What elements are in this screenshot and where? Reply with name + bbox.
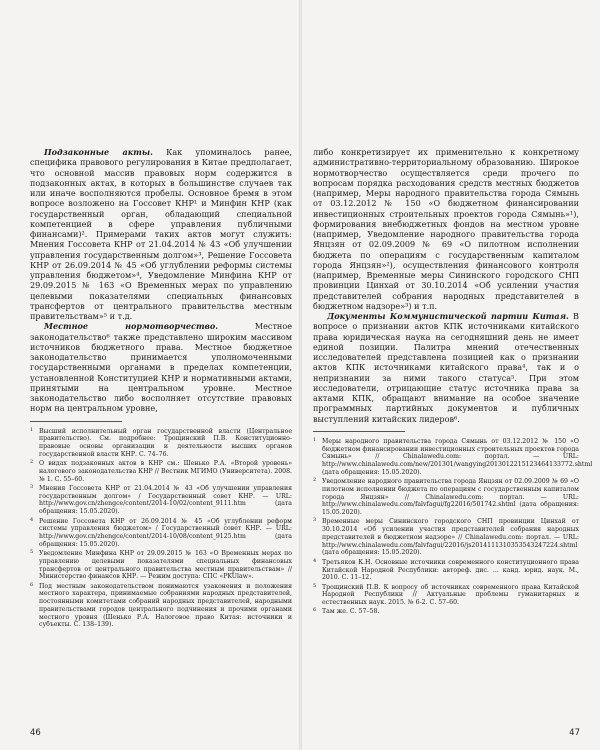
footnote	[30, 518, 292, 549]
footnote-number: 6	[30, 581, 34, 588]
footnote-divider	[30, 421, 122, 422]
heading-bylaws: Подзаконные акты.	[44, 147, 153, 157]
footnote	[30, 485, 292, 516]
footnote	[313, 584, 579, 607]
footnote-text: О видах подзаконных актов в КНР см.: Шенько Р.А. «Второй уровень» налогового законодательства КНР // Вестник МГИМО (Университета). 2008. № 1. С. 55–60.	[39, 460, 292, 483]
page-number: 46	[30, 728, 41, 738]
paragraph-local-lawmaking	[30, 321, 292, 413]
footnote	[30, 550, 292, 581]
left-body-text	[30, 147, 292, 414]
footnote-text: Уведомление Минфина КНР от 29.09.2015 № 163 «О Временных мерах по управлению целевыми показателями специальных финансовых трансфертов от центрального правительства местным правительствам» // Министерство финансов КНР. — Режим доступа: СПС «PKUlaw».	[39, 550, 292, 581]
footnote-text: Под местным законодательством понимаются узаконения и положения местного характера, принимаемые собраниями народных представителей, постоянными комитетами собраний народных представителей, народными правительствами городов центрального подчинения и прочими органами местного уровня (Шенько Р.А. Налоговое право Китая: источники и субъекты. С. 138–139).	[39, 582, 292, 629]
left-body-column	[30, 147, 292, 631]
footnote-number: 2	[30, 459, 34, 466]
page-number: 47	[569, 728, 580, 738]
footnote-text: Высший исполнительный орган государственной власти (Центральное правительство). См. подробнее: Трощинский П.В. Конституционно-правовые основы организации и деятельности высших органов государственной власти КНР. С. 74–76.	[39, 427, 292, 458]
footnote-text: Там же. С. 57–58.	[322, 608, 380, 616]
footnote	[313, 436, 593, 477]
paragraph-bylaws	[30, 147, 292, 321]
footnote	[313, 478, 579, 517]
footnote-text: Трощинский П.В. К вопросу об источниках современного права Китайской Народной Республики // Актуальные проблемы гуманитарных и естественных наук. 2015. № 6-2. С. 57–60.	[322, 583, 579, 607]
footnote	[30, 583, 292, 630]
footnote-text: Решение Госсовета КНР от 26.09.2014 № 45 «Об углублении реформ системы управления бюджетом» / Государственный совет КНР. — URL: http://www.gov.cn/zhengce/content/2014-10/08/content_9125.htm (дата обращения: 15.05.2020).	[39, 517, 292, 548]
left-footnotes	[30, 428, 292, 630]
footnote-number: 1	[30, 426, 34, 433]
footnote-text: Третьяков К.Н. Основные источники современного конституционного права Китайской Народной Республики: автореф. дис. ... канд. юрид. наук. М., 2010. С. 11–12.	[322, 558, 579, 582]
footnote-text: Меры народного правительства города Сямынь от 03.12.2012 № 150 «О бюджетном финансировании инвестиционных строительных проектов города Сямынь» // Chinalawedu.com: портал. — URL: http://www.chinalawedu.com/new/201301/wangying2013012215123464133772.shtml (дата обращения: 15.05.2020).	[322, 437, 593, 476]
paragraph-cpc-documents-text: В вопросе о признании актов КПК источниками китайского права юридическая наука на сегодняшний день не имеет единой позиции. Палитра мнений отечественных исследователей представлена позицией как о признании актов КПК источниками китайского права⁴, так и о непризнании за ними такого статуса⁵. При этом исследователи, отрицающие статус источника права за актами КПК, обращают внимание на особое значение программных партийных документов и публичных выступлений китайских лидеров⁶.	[313, 311, 579, 424]
paragraph-local-lawmaking-text: Местное законодательство⁶ также представлено широким массивом источников бюджетного права. Местное бюджетное законодательство принимается уполномоченными государственными органами в пределах компетенции, установленной Конституцией КНР и нормативными актами, принятыми на центральном уровне. Местное законодательство либо восполняет отсутствие правовых норм на центральном уровне,	[30, 321, 292, 414]
right-page	[302, 0, 600, 750]
heading-local-lawmaking: Местное нормотворчество.	[44, 321, 219, 332]
heading-cpc-documents: Документы Коммунистической партии Китая.	[327, 311, 569, 321]
footnote-number: 1	[313, 436, 317, 443]
footnote-number: 3	[30, 483, 34, 490]
footnote-number: 5	[313, 582, 317, 589]
footnote-text: Временные меры Сининского городского СНП провинции Цинхай от 30.10.2014 «Об усилении участия представителей собрания народных представителей в бюджетном надзоре» // Chinalawedu.com: портал. — URL: http://www.chinalawedu.com/falvfagui/22016/js2014111310353543247224.shtml (дата обращения: 15.05.2020).	[322, 518, 579, 557]
footnote-number: 4	[313, 557, 317, 564]
paragraph-continuation: либо конкретизирует их применительно к конкретному административно-территориальному образованию. Широкое нормотворчество осуществляется среди прочего по вопросам порядка расходования средств местных бюджетов (например, Меры народного правительства города Сямынь от 03.12.2012 № 150 «О бюджетном финансировании инвестиционных строительных проектов города Сямынь»¹), формирования внебюджетных фондов на местном уровне (например, Уведомление народного правительства города Янцзян от 02.09.2009 № 69 «О пилотном исполнении бюджета по операциям с государственным капиталом города Янцзян»²), осуществления финансового контроля (например, Временные меры Сининского городского СНП провинции Цинхай от 30.10.2014 «Об усилении участия представителей собрания народных представителей в бюджетном надзоре»³) и т.п.	[313, 147, 579, 311]
footnote	[30, 428, 292, 459]
footnote-text: Уведомление народного правительства города Янцзян от 02.09.2009 № 69 «О пилотном исполнении бюджета по операциям с государственным капиталом города Янцзян» // Chinalawedu.com: портал. — URL: http://www.chinalawedu.com/falvfagui/fg22016/501742.shtml (дата обращения: 15.05.2020).	[322, 478, 579, 517]
footnote-text: Мнения Госсовета КНР от 21.04.2014 № 43 «Об улучшении управления государственным долгом» / Государственный совет КНР. — URL: http://www.gov.cn/zhengce/content/2014-10/02/content_9111.htm (дата обращения: 15.05.2020).	[39, 484, 292, 516]
right-body-column	[313, 147, 593, 618]
right-body-text	[313, 147, 579, 424]
footnote-divider	[313, 431, 405, 432]
paragraph-cpc-documents	[313, 311, 579, 424]
right-footnotes	[313, 436, 593, 616]
footnote	[30, 460, 292, 483]
footnote-number: 5	[30, 549, 34, 556]
footnote	[313, 518, 579, 557]
footnote	[313, 608, 579, 616]
paragraph-bylaws-text: Как упоминалось ранее, специфика правового регулирования в Китае предполагает, что основной массив правовых норм содержится в подзаконных актах, в которых в большинстве случаев так или иначе восполняются пробелы. Основное бремя в этом вопросе возложено на Госсовет КНР¹ и Минфин КНР (как государственный орган, обладающий специальной компетенцией в сфере управления публичными финансами)². Примерами таких актов могут служить: Мнения Госсовета КНР от 21.04.2014 № 43 «Об улучшении управления государственным долгом»³, Решение Госсовета КНР от 26.09.2014 № 45 «Об углублении реформы системы управления бюджетом»⁴, Уведомление Минфина КНР от 29.09.2015 № 163 «О Временных мерах по управлению целевыми показателями специальных финансовых трансфертов от центрального правительства местным правительствам»⁵ и т.д.	[30, 147, 292, 321]
footnote-number: 3	[313, 517, 317, 524]
footnote	[313, 559, 579, 582]
footnote-number: 2	[313, 477, 317, 484]
footnote-number: 6	[313, 607, 317, 614]
footnote-number: 4	[30, 516, 34, 523]
